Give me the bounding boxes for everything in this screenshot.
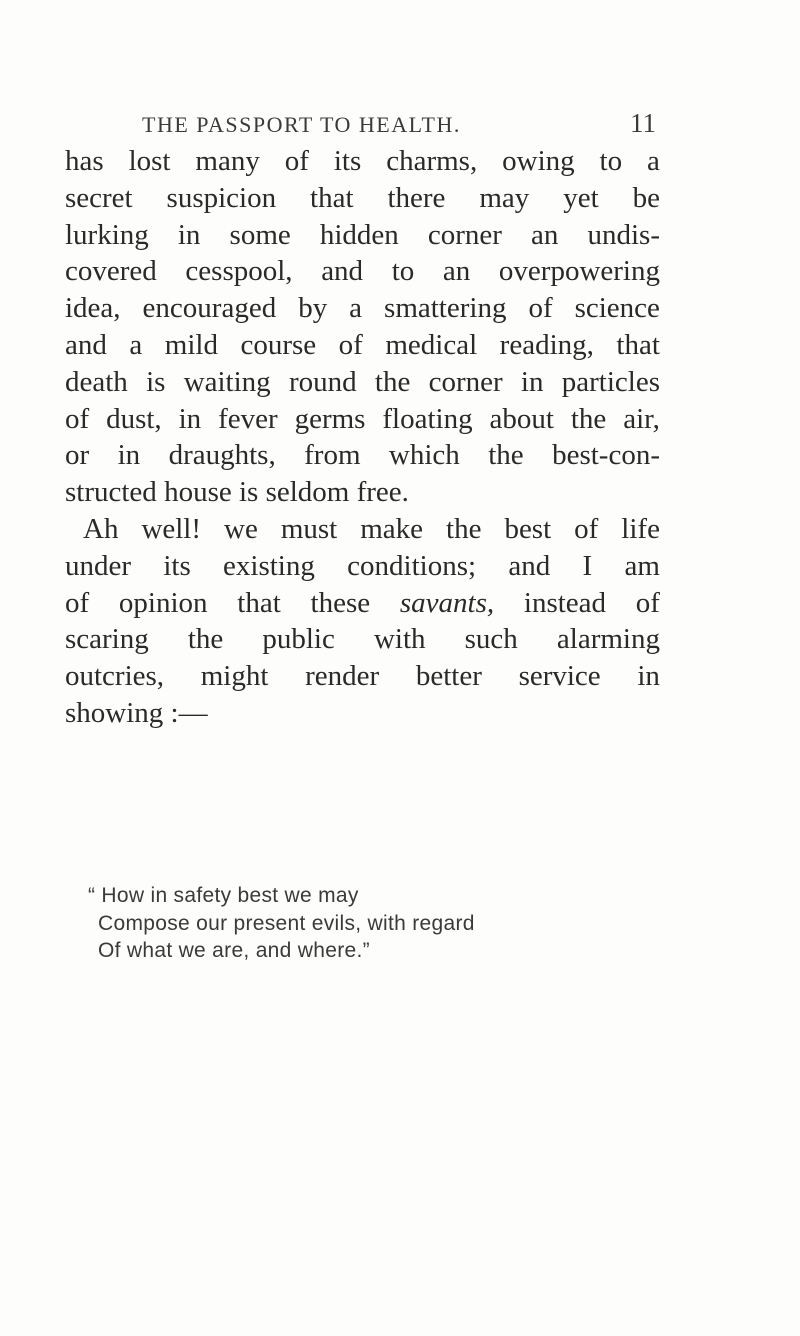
word: am bbox=[624, 549, 660, 582]
text-line bbox=[65, 364, 660, 401]
word: idea, bbox=[65, 292, 121, 325]
word: with bbox=[373, 623, 426, 656]
word: medical bbox=[385, 328, 478, 361]
word: life bbox=[621, 512, 660, 545]
word: the bbox=[488, 439, 524, 472]
word: of bbox=[65, 402, 90, 435]
word: the bbox=[446, 512, 482, 545]
word: that bbox=[237, 586, 281, 619]
word: existing bbox=[223, 549, 315, 582]
word: may bbox=[479, 181, 530, 214]
word: waiting bbox=[183, 365, 271, 398]
word: :— bbox=[170, 696, 208, 729]
word: showing bbox=[65, 696, 171, 729]
text-line bbox=[65, 548, 660, 585]
text-line bbox=[65, 217, 660, 254]
word: of bbox=[284, 145, 309, 177]
word: such bbox=[464, 623, 518, 656]
word: make bbox=[360, 512, 424, 545]
word: savants, bbox=[399, 586, 495, 619]
word: that bbox=[310, 181, 354, 214]
word: an bbox=[442, 255, 471, 288]
word: floating bbox=[382, 402, 473, 435]
word: cesspool, bbox=[185, 255, 293, 288]
word: hidden bbox=[319, 218, 399, 251]
word: or bbox=[65, 439, 90, 472]
body-text bbox=[65, 143, 660, 732]
word: many bbox=[195, 145, 260, 177]
text-line bbox=[65, 143, 660, 180]
word: in bbox=[177, 218, 201, 251]
word: smattering bbox=[384, 292, 507, 325]
word: about bbox=[489, 402, 554, 435]
word: is bbox=[238, 476, 266, 509]
text-line bbox=[65, 180, 660, 217]
word: of bbox=[65, 586, 90, 619]
word: some bbox=[229, 218, 291, 251]
verse-line: Of what we are, and where.” bbox=[98, 939, 370, 962]
word: encouraged bbox=[142, 292, 277, 325]
word: charms, bbox=[386, 145, 478, 177]
word: free. bbox=[356, 476, 409, 509]
word: the bbox=[570, 402, 607, 435]
word: structed bbox=[65, 476, 165, 509]
word: outcries, bbox=[65, 660, 165, 693]
word: of bbox=[574, 512, 599, 545]
word: be bbox=[632, 181, 660, 214]
text-line bbox=[65, 585, 660, 622]
word: fever bbox=[218, 402, 278, 435]
word: secret bbox=[65, 181, 133, 214]
word: I bbox=[582, 549, 593, 582]
text-line bbox=[65, 695, 660, 732]
word: reading, bbox=[499, 328, 594, 361]
word: we bbox=[224, 512, 258, 545]
word: better bbox=[415, 660, 482, 693]
word: course bbox=[240, 328, 317, 361]
running-head bbox=[142, 108, 656, 142]
text-line bbox=[65, 658, 660, 695]
word: its bbox=[163, 549, 191, 582]
word: is bbox=[146, 365, 166, 398]
word: there bbox=[387, 181, 446, 214]
word: public bbox=[262, 623, 335, 656]
word: these bbox=[310, 586, 371, 619]
word: lost bbox=[128, 145, 171, 177]
text-line bbox=[65, 474, 660, 511]
page-number: 11 bbox=[630, 108, 656, 138]
word: of bbox=[338, 328, 363, 361]
word: lurking bbox=[65, 218, 149, 251]
text-line bbox=[65, 327, 660, 364]
word: alarming bbox=[556, 623, 660, 656]
word: yet bbox=[563, 181, 599, 214]
word: seldom bbox=[265, 476, 357, 509]
word: of bbox=[635, 586, 660, 619]
word: which bbox=[388, 439, 460, 472]
word: must bbox=[280, 512, 338, 545]
word: has bbox=[65, 145, 104, 177]
word: covered bbox=[65, 255, 157, 288]
word: science bbox=[574, 292, 660, 325]
word: and bbox=[65, 328, 107, 361]
word: its bbox=[333, 145, 362, 177]
word: air, bbox=[623, 402, 660, 435]
word: a bbox=[129, 328, 143, 361]
word: conditions; bbox=[347, 549, 477, 582]
text-line bbox=[65, 290, 660, 327]
word: death bbox=[65, 365, 128, 398]
word: owing bbox=[502, 145, 575, 177]
word: a bbox=[349, 292, 363, 325]
word: might bbox=[200, 660, 269, 693]
word: corner bbox=[428, 365, 503, 398]
word: corner bbox=[427, 218, 502, 251]
text-line bbox=[65, 401, 660, 438]
word: render bbox=[305, 660, 380, 693]
word: that bbox=[616, 328, 660, 361]
word: draughts, bbox=[168, 439, 276, 472]
word: opinion bbox=[118, 586, 208, 619]
word: in bbox=[637, 660, 660, 693]
word: service bbox=[518, 660, 601, 693]
word: dust, bbox=[106, 402, 162, 435]
word: of bbox=[528, 292, 553, 325]
word: round bbox=[288, 365, 357, 398]
word: well! bbox=[141, 512, 202, 545]
running-head-title: THE PASSPORT TO HEALTH. bbox=[142, 112, 461, 137]
text-line bbox=[65, 437, 660, 474]
word: the bbox=[374, 365, 411, 398]
word: in bbox=[178, 402, 202, 435]
word: undis- bbox=[587, 218, 660, 251]
word: best-con- bbox=[552, 439, 660, 472]
word: best bbox=[504, 512, 552, 545]
word: an bbox=[531, 218, 559, 251]
word: scaring bbox=[65, 623, 149, 656]
word: Ah bbox=[83, 512, 119, 545]
text-line bbox=[65, 511, 660, 548]
word: and bbox=[321, 255, 364, 288]
word: in bbox=[520, 365, 544, 398]
text-line bbox=[65, 621, 660, 658]
word: instead bbox=[523, 586, 607, 619]
word: mild bbox=[164, 328, 218, 361]
word: house bbox=[164, 476, 239, 509]
word: a bbox=[647, 145, 660, 177]
word: under bbox=[65, 549, 132, 582]
word: germs bbox=[294, 402, 366, 435]
verse-quotation bbox=[88, 882, 608, 965]
word: overpowering bbox=[498, 255, 660, 288]
word: to bbox=[599, 145, 623, 177]
word: the bbox=[187, 623, 224, 656]
word: to bbox=[391, 255, 415, 288]
verse-line: “ How in safety best we may bbox=[88, 884, 359, 907]
word: by bbox=[298, 292, 328, 325]
word: and bbox=[508, 549, 551, 582]
word: particles bbox=[561, 365, 660, 398]
word: in bbox=[117, 439, 141, 472]
verse-line: Compose our present evils, with regard bbox=[98, 911, 475, 935]
text-line bbox=[65, 253, 660, 290]
word: from bbox=[304, 439, 361, 472]
word: suspicion bbox=[166, 181, 277, 214]
